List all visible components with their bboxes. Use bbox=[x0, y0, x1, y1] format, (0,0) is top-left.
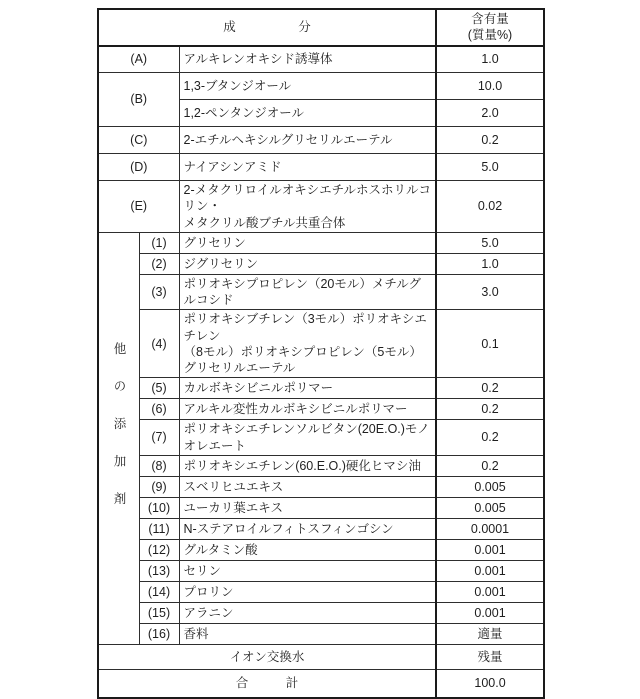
amount-cell: 0.001 bbox=[436, 539, 544, 560]
amount-cell: 0.001 bbox=[436, 560, 544, 581]
additive-number-cell: (15) bbox=[139, 602, 179, 623]
additive-row-6 bbox=[98, 399, 544, 420]
amount-cell: 適量 bbox=[436, 623, 544, 644]
additive-row-10 bbox=[98, 497, 544, 518]
amount-cell: 0.2 bbox=[436, 455, 544, 476]
amount-cell: 0.0001 bbox=[436, 518, 544, 539]
ingredient-name-cell: アルキレンオキシド誘導体 bbox=[179, 46, 436, 73]
ingredient-name-cell: 2-エチルヘキシルグリセリルエーテル bbox=[179, 127, 436, 154]
ingredient-name-cell: アラニン bbox=[179, 602, 436, 623]
amount-cell: 0.001 bbox=[436, 602, 544, 623]
ingredient-name-cell: グルタミン酸 bbox=[179, 539, 436, 560]
additive-number-cell: (6) bbox=[139, 399, 179, 420]
row-d bbox=[98, 154, 544, 181]
ingredient-name-cell: 1,3-ブタンジオール bbox=[179, 73, 436, 100]
additive-row-12 bbox=[98, 539, 544, 560]
ingredient-name-cell: グリセリン bbox=[179, 232, 436, 253]
amount-cell: 1.0 bbox=[436, 253, 544, 274]
row-c bbox=[98, 127, 544, 154]
amount-cell: 0.1 bbox=[436, 310, 544, 378]
amount-header-cell: 含有量 (質量%) bbox=[436, 9, 544, 46]
ingredient-name-cell: カルボキシビニルポリマー bbox=[179, 378, 436, 399]
amount-cell: 1.0 bbox=[436, 46, 544, 73]
amount-cell: 0.2 bbox=[436, 399, 544, 420]
ion-exchange-water-row bbox=[98, 644, 544, 669]
additive-row-13 bbox=[98, 560, 544, 581]
group-label-cell-d: (D) bbox=[98, 154, 179, 181]
additive-row-2 bbox=[98, 253, 544, 274]
row-a bbox=[98, 46, 544, 73]
additive-number-cell: (3) bbox=[139, 274, 179, 310]
additive-number-cell: (9) bbox=[139, 476, 179, 497]
additive-row-7 bbox=[98, 420, 544, 456]
amount-cell: 残量 bbox=[436, 644, 544, 669]
additive-row-16 bbox=[98, 623, 544, 644]
group-label-cell-c: (C) bbox=[98, 127, 179, 154]
amount-cell: 0.005 bbox=[436, 476, 544, 497]
additive-number-cell: (8) bbox=[139, 455, 179, 476]
additive-row-11 bbox=[98, 518, 544, 539]
additive-number-cell: (5) bbox=[139, 378, 179, 399]
amount-cell: 5.0 bbox=[436, 232, 544, 253]
additive-number-cell: (16) bbox=[139, 623, 179, 644]
composition-table bbox=[97, 8, 545, 699]
additive-row-8 bbox=[98, 455, 544, 476]
ingredient-name-cell: 1,2-ペンタンジオール bbox=[179, 100, 436, 127]
additive-number-cell: (12) bbox=[139, 539, 179, 560]
amount-cell: 0.005 bbox=[436, 497, 544, 518]
additive-number-cell: (7) bbox=[139, 420, 179, 456]
group-label-cell-a: (A) bbox=[98, 46, 179, 73]
additives-group-label: 他の添加剤 bbox=[112, 342, 126, 530]
total-row bbox=[98, 669, 544, 698]
amount-cell: 100.0 bbox=[436, 669, 544, 698]
total-label-cell: 合 計 bbox=[98, 669, 436, 698]
ingredient-name-cell: N-ステアロイルフィトスフィンゴシン bbox=[179, 518, 436, 539]
ingredient-name-cell: ジグリセリン bbox=[179, 253, 436, 274]
additive-number-cell: (10) bbox=[139, 497, 179, 518]
ingredient-name-cell: ポリオキシエチレン(60.E.O.)硬化ヒマシ油 bbox=[179, 455, 436, 476]
amount-cell: 0.2 bbox=[436, 127, 544, 154]
additive-number-cell: (13) bbox=[139, 560, 179, 581]
additive-number-cell: (14) bbox=[139, 581, 179, 602]
amount-cell: 0.02 bbox=[436, 181, 544, 233]
amount-cell: 0.2 bbox=[436, 420, 544, 456]
water-label-cell: イオン交換水 bbox=[98, 644, 436, 669]
group-label-cell-e: (E) bbox=[98, 181, 179, 233]
amount-cell: 0.001 bbox=[436, 581, 544, 602]
ingredient-name-cell: プロリン bbox=[179, 581, 436, 602]
amount-cell: 10.0 bbox=[436, 73, 544, 100]
additive-row-1 bbox=[98, 232, 544, 253]
additives-group-label-cell bbox=[98, 232, 139, 644]
additive-number-cell: (4) bbox=[139, 310, 179, 378]
additive-number-cell: (11) bbox=[139, 518, 179, 539]
ingredient-name-cell: スベリヒユエキス bbox=[179, 476, 436, 497]
group-label-cell-b: (B) bbox=[98, 73, 179, 127]
ingredient-name-cell: 香料 bbox=[179, 623, 436, 644]
additive-row-14 bbox=[98, 581, 544, 602]
additive-number-cell: (2) bbox=[139, 253, 179, 274]
ingredient-name-cell: ユーカリ葉エキス bbox=[179, 497, 436, 518]
amount-cell: 3.0 bbox=[436, 274, 544, 310]
ingredient-name-cell: ポリオキシプロピレン（20モル）メチルグルコシド bbox=[179, 274, 436, 310]
component-header-cell: 成 分 bbox=[98, 9, 436, 46]
additive-row-4 bbox=[98, 310, 544, 378]
amount-cell: 0.2 bbox=[436, 378, 544, 399]
additive-row-9 bbox=[98, 476, 544, 497]
ingredient-name-cell: ポリオキシブチレン（3モル）ポリオキシエチレン （8モル）ポリオキシプロピレン（5モル） グリセリルエーテル bbox=[179, 310, 436, 378]
ingredient-name-cell: ポリオキシエチレンソルビタン(20E.O.)モノオレエート bbox=[179, 420, 436, 456]
row-e bbox=[98, 181, 544, 233]
ingredient-name-cell: 2-メタクリロイルオキシエチルホスホリルコリン・ メタクリル酸ブチル共重合体 bbox=[179, 181, 436, 233]
table-header-row bbox=[98, 9, 544, 46]
additive-number-cell: (1) bbox=[139, 232, 179, 253]
ingredient-name-cell: アルキル変性カルボキシビニルポリマー bbox=[179, 399, 436, 420]
amount-cell: 5.0 bbox=[436, 154, 544, 181]
additive-row-15 bbox=[98, 602, 544, 623]
additive-row-5 bbox=[98, 378, 544, 399]
row-b1 bbox=[98, 73, 544, 100]
amount-cell: 2.0 bbox=[436, 100, 544, 127]
additive-row-3 bbox=[98, 274, 544, 310]
ingredient-name-cell: セリン bbox=[179, 560, 436, 581]
ingredient-name-cell: ナイアシンアミド bbox=[179, 154, 436, 181]
